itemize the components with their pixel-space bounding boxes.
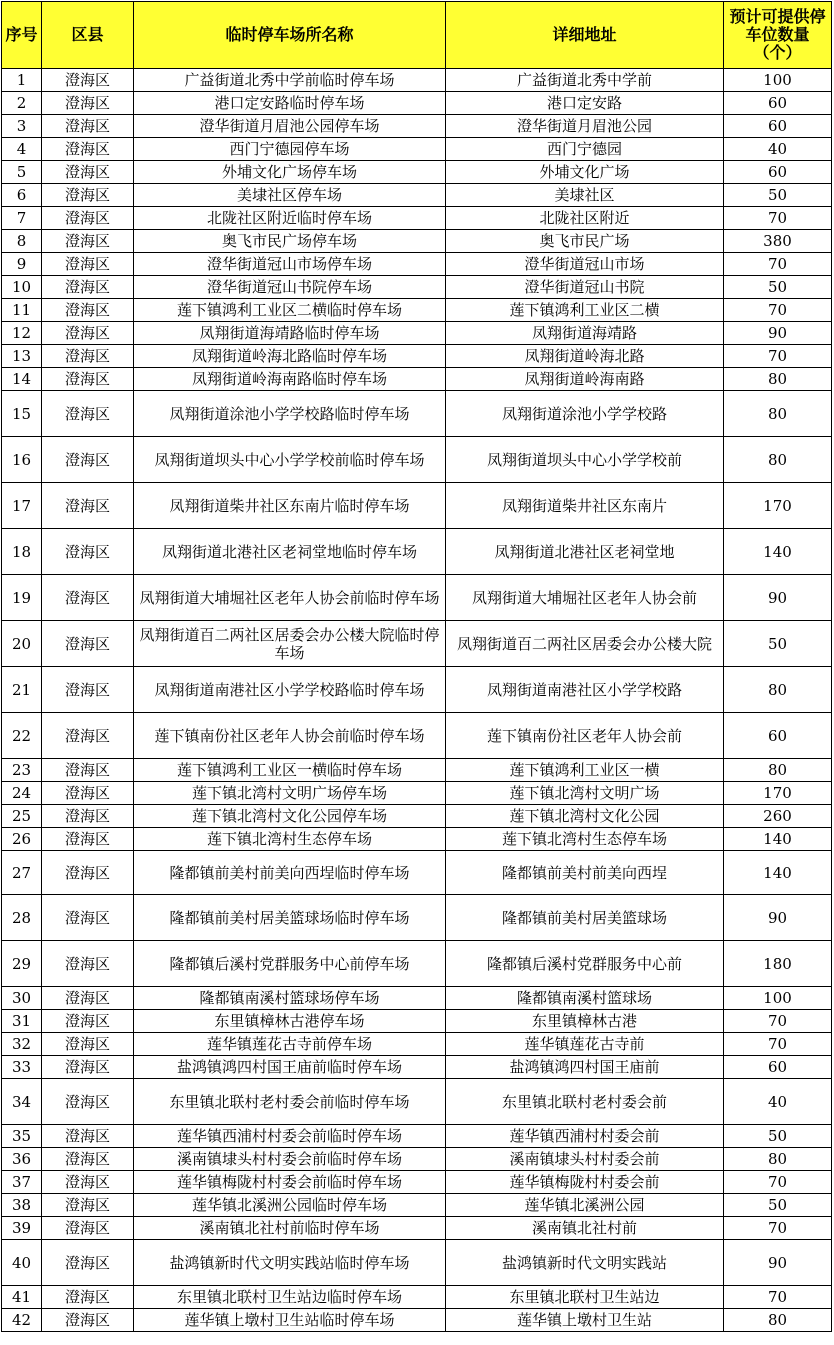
cell-capacity: 90 xyxy=(724,895,832,941)
cell-district: 澄海区 xyxy=(42,345,134,368)
cell-address: 北陇社区附近 xyxy=(446,207,724,230)
table-row xyxy=(2,941,832,987)
cell-name: 凤翔街道北港社区老祠堂地临时停车场 xyxy=(134,529,446,575)
cell-name: 澄华街道月眉池公园停车场 xyxy=(134,115,446,138)
cell-address: 东里镇北联村卫生站边 xyxy=(446,1286,724,1309)
parking-lot-table xyxy=(1,1,832,1332)
cell-capacity: 70 xyxy=(724,207,832,230)
cell-index: 10 xyxy=(2,276,42,299)
cell-district: 澄海区 xyxy=(42,69,134,92)
cell-capacity: 70 xyxy=(724,1010,832,1033)
cell-name: 东里镇樟林古港停车场 xyxy=(134,1010,446,1033)
cell-name: 凤翔街道岭海北路临时停车场 xyxy=(134,345,446,368)
cell-address: 莲下镇北湾村文明广场 xyxy=(446,782,724,805)
cell-index: 29 xyxy=(2,941,42,987)
cell-index: 35 xyxy=(2,1125,42,1148)
cell-capacity: 70 xyxy=(724,253,832,276)
cell-district: 澄海区 xyxy=(42,368,134,391)
cell-capacity: 60 xyxy=(724,92,832,115)
cell-name: 莲下镇南份社区老年人协会前临时停车场 xyxy=(134,713,446,759)
cell-district: 澄海区 xyxy=(42,529,134,575)
cell-index: 8 xyxy=(2,230,42,253)
table-row xyxy=(2,299,832,322)
table-row xyxy=(2,184,832,207)
cell-address: 盐鸿镇鸿四村国王庙前 xyxy=(446,1056,724,1079)
cell-district: 澄海区 xyxy=(42,230,134,253)
table-row xyxy=(2,253,832,276)
cell-index: 39 xyxy=(2,1217,42,1240)
cell-name: 北陇社区附近临时停车场 xyxy=(134,207,446,230)
cell-district: 澄海区 xyxy=(42,851,134,895)
cell-index: 14 xyxy=(2,368,42,391)
cell-index: 5 xyxy=(2,161,42,184)
cell-capacity: 80 xyxy=(724,1309,832,1332)
cell-index: 4 xyxy=(2,138,42,161)
cell-name: 凤翔街道柴井社区东南片临时停车场 xyxy=(134,483,446,529)
cell-name: 莲华镇莲花古寺前停车场 xyxy=(134,1033,446,1056)
cell-name: 溪南镇北社村前临时停车场 xyxy=(134,1217,446,1240)
table-row xyxy=(2,207,832,230)
cell-index: 30 xyxy=(2,987,42,1010)
cell-address: 凤翔街道岭海北路 xyxy=(446,345,724,368)
table-row xyxy=(2,1148,832,1171)
table-row xyxy=(2,1240,832,1286)
cell-address: 莲下镇鸿利工业区二横 xyxy=(446,299,724,322)
cell-district: 澄海区 xyxy=(42,253,134,276)
cell-district: 澄海区 xyxy=(42,1010,134,1033)
header-name: 临时停车场所名称 xyxy=(134,2,446,69)
table-row xyxy=(2,1217,832,1240)
table-row xyxy=(2,1079,832,1125)
table-row xyxy=(2,437,832,483)
table-row xyxy=(2,1125,832,1148)
cell-name: 凤翔街道南港社区小学学校路临时停车场 xyxy=(134,667,446,713)
cell-district: 澄海区 xyxy=(42,1217,134,1240)
table-row xyxy=(2,667,832,713)
table-row xyxy=(2,1194,832,1217)
table-row xyxy=(2,851,832,895)
cell-address: 莲华镇北溪洲公园 xyxy=(446,1194,724,1217)
cell-capacity: 70 xyxy=(724,1286,832,1309)
cell-name: 莲下镇北湾村文化公园停车场 xyxy=(134,805,446,828)
cell-name: 东里镇北联村老村委会前临时停车场 xyxy=(134,1079,446,1125)
cell-district: 澄海区 xyxy=(42,782,134,805)
table-row xyxy=(2,138,832,161)
cell-index: 32 xyxy=(2,1033,42,1056)
table-row xyxy=(2,713,832,759)
cell-index: 34 xyxy=(2,1079,42,1125)
cell-index: 16 xyxy=(2,437,42,483)
table-row xyxy=(2,230,832,253)
cell-name: 莲华镇梅陇村村委会前临时停车场 xyxy=(134,1171,446,1194)
cell-name: 隆都镇前美村居美篮球场临时停车场 xyxy=(134,895,446,941)
cell-capacity: 80 xyxy=(724,391,832,437)
cell-name: 凤翔街道涂池小学学校路临时停车场 xyxy=(134,391,446,437)
cell-name: 西门宁德园停车场 xyxy=(134,138,446,161)
table-row xyxy=(2,391,832,437)
cell-index: 38 xyxy=(2,1194,42,1217)
cell-capacity: 90 xyxy=(724,1240,832,1286)
cell-district: 澄海区 xyxy=(42,1125,134,1148)
table-row xyxy=(2,1309,832,1332)
cell-address: 莲华镇西浦村村委会前 xyxy=(446,1125,724,1148)
cell-address: 澄华街道冠山市场 xyxy=(446,253,724,276)
cell-district: 澄海区 xyxy=(42,1148,134,1171)
table-row xyxy=(2,1033,832,1056)
header-district: 区县 xyxy=(42,2,134,69)
cell-index: 11 xyxy=(2,299,42,322)
cell-capacity: 50 xyxy=(724,276,832,299)
table-row xyxy=(2,1286,832,1309)
cell-district: 澄海区 xyxy=(42,1171,134,1194)
cell-address: 澄华街道月眉池公园 xyxy=(446,115,724,138)
cell-capacity: 140 xyxy=(724,851,832,895)
cell-district: 澄海区 xyxy=(42,1079,134,1125)
cell-index: 41 xyxy=(2,1286,42,1309)
cell-name: 莲华镇上墩村卫生站临时停车场 xyxy=(134,1309,446,1332)
cell-name: 隆都镇后溪村党群服务中心前停车场 xyxy=(134,941,446,987)
cell-index: 28 xyxy=(2,895,42,941)
cell-name: 盐鸿镇新时代文明实践站临时停车场 xyxy=(134,1240,446,1286)
cell-address: 隆都镇南溪村篮球场 xyxy=(446,987,724,1010)
cell-capacity: 80 xyxy=(724,667,832,713)
cell-index: 3 xyxy=(2,115,42,138)
cell-address: 凤翔街道柴井社区东南片 xyxy=(446,483,724,529)
cell-district: 澄海区 xyxy=(42,941,134,987)
table-row xyxy=(2,69,832,92)
cell-address: 莲华镇梅陇村村委会前 xyxy=(446,1171,724,1194)
table-row xyxy=(2,895,832,941)
cell-capacity: 170 xyxy=(724,483,832,529)
table-body xyxy=(2,69,832,1332)
cell-address: 外埔文化广场 xyxy=(446,161,724,184)
cell-capacity: 40 xyxy=(724,138,832,161)
cell-index: 20 xyxy=(2,621,42,667)
table-row xyxy=(2,92,832,115)
cell-district: 澄海区 xyxy=(42,207,134,230)
cell-capacity: 90 xyxy=(724,322,832,345)
cell-district: 澄海区 xyxy=(42,322,134,345)
cell-capacity: 40 xyxy=(724,1079,832,1125)
cell-address: 广益街道北秀中学前 xyxy=(446,69,724,92)
table-row xyxy=(2,1171,832,1194)
cell-index: 17 xyxy=(2,483,42,529)
cell-index: 6 xyxy=(2,184,42,207)
cell-address: 莲下镇南份社区老年人协会前 xyxy=(446,713,724,759)
cell-address: 隆都镇前美村前美向西埕 xyxy=(446,851,724,895)
cell-district: 澄海区 xyxy=(42,759,134,782)
cell-district: 澄海区 xyxy=(42,1056,134,1079)
cell-index: 42 xyxy=(2,1309,42,1332)
header-capacity: 预计可提供停车位数量（个） xyxy=(724,2,832,69)
cell-capacity: 60 xyxy=(724,115,832,138)
cell-index: 33 xyxy=(2,1056,42,1079)
cell-index: 9 xyxy=(2,253,42,276)
cell-index: 40 xyxy=(2,1240,42,1286)
cell-address: 奥飞市民广场 xyxy=(446,230,724,253)
cell-address: 隆都镇后溪村党群服务中心前 xyxy=(446,941,724,987)
table-row xyxy=(2,115,832,138)
cell-district: 澄海区 xyxy=(42,828,134,851)
table-row xyxy=(2,161,832,184)
cell-address: 凤翔街道坝头中心小学学校前 xyxy=(446,437,724,483)
cell-index: 12 xyxy=(2,322,42,345)
cell-index: 31 xyxy=(2,1010,42,1033)
cell-district: 澄海区 xyxy=(42,299,134,322)
cell-name: 港口定安路临时停车场 xyxy=(134,92,446,115)
table-row xyxy=(2,368,832,391)
cell-name: 美埭社区停车场 xyxy=(134,184,446,207)
cell-name: 莲华镇北溪洲公园临时停车场 xyxy=(134,1194,446,1217)
cell-district: 澄海区 xyxy=(42,1240,134,1286)
cell-index: 37 xyxy=(2,1171,42,1194)
cell-district: 澄海区 xyxy=(42,391,134,437)
cell-capacity: 70 xyxy=(724,1171,832,1194)
cell-capacity: 50 xyxy=(724,1125,832,1148)
cell-address: 盐鸿镇新时代文明实践站 xyxy=(446,1240,724,1286)
cell-district: 澄海区 xyxy=(42,115,134,138)
cell-name: 凤翔街道百二两社区居委会办公楼大院临时停车场 xyxy=(134,621,446,667)
cell-capacity: 100 xyxy=(724,987,832,1010)
cell-index: 21 xyxy=(2,667,42,713)
cell-district: 澄海区 xyxy=(42,575,134,621)
cell-capacity: 260 xyxy=(724,805,832,828)
cell-district: 澄海区 xyxy=(42,1194,134,1217)
cell-name: 澄华街道冠山书院停车场 xyxy=(134,276,446,299)
table-row xyxy=(2,1010,832,1033)
cell-index: 23 xyxy=(2,759,42,782)
cell-district: 澄海区 xyxy=(42,184,134,207)
cell-capacity: 50 xyxy=(724,621,832,667)
cell-address: 澄华街道冠山书院 xyxy=(446,276,724,299)
cell-index: 19 xyxy=(2,575,42,621)
cell-district: 澄海区 xyxy=(42,276,134,299)
cell-district: 澄海区 xyxy=(42,483,134,529)
table-row xyxy=(2,345,832,368)
cell-index: 2 xyxy=(2,92,42,115)
cell-district: 澄海区 xyxy=(42,1286,134,1309)
cell-capacity: 80 xyxy=(724,759,832,782)
cell-index: 7 xyxy=(2,207,42,230)
cell-capacity: 80 xyxy=(724,368,832,391)
cell-name: 盐鸿镇鸿四村国王庙前临时停车场 xyxy=(134,1056,446,1079)
cell-name: 广益街道北秀中学前临时停车场 xyxy=(134,69,446,92)
cell-index: 27 xyxy=(2,851,42,895)
cell-name: 凤翔街道大埔堀社区老年人协会前临时停车场 xyxy=(134,575,446,621)
table-row xyxy=(2,621,832,667)
cell-district: 澄海区 xyxy=(42,895,134,941)
cell-address: 隆都镇前美村居美篮球场 xyxy=(446,895,724,941)
table-row xyxy=(2,575,832,621)
cell-index: 25 xyxy=(2,805,42,828)
cell-capacity: 140 xyxy=(724,828,832,851)
cell-district: 澄海区 xyxy=(42,1033,134,1056)
header-row xyxy=(2,2,832,69)
cell-name: 凤翔街道岭海南路临时停车场 xyxy=(134,368,446,391)
cell-name: 澄华街道冠山市场停车场 xyxy=(134,253,446,276)
cell-name: 莲下镇北湾村文明广场停车场 xyxy=(134,782,446,805)
cell-address: 凤翔街道岭海南路 xyxy=(446,368,724,391)
cell-capacity: 80 xyxy=(724,1148,832,1171)
cell-name: 莲下镇北湾村生态停车场 xyxy=(134,828,446,851)
cell-capacity: 70 xyxy=(724,1033,832,1056)
cell-capacity: 50 xyxy=(724,184,832,207)
table-row xyxy=(2,529,832,575)
table-row xyxy=(2,828,832,851)
cell-capacity: 140 xyxy=(724,529,832,575)
cell-district: 澄海区 xyxy=(42,92,134,115)
cell-address: 美埭社区 xyxy=(446,184,724,207)
cell-capacity: 170 xyxy=(724,782,832,805)
table-row xyxy=(2,805,832,828)
cell-district: 澄海区 xyxy=(42,667,134,713)
table-row xyxy=(2,782,832,805)
cell-address: 凤翔街道涂池小学学校路 xyxy=(446,391,724,437)
cell-address: 莲华镇莲花古寺前 xyxy=(446,1033,724,1056)
cell-district: 澄海区 xyxy=(42,138,134,161)
cell-name: 莲下镇鸿利工业区二横临时停车场 xyxy=(134,299,446,322)
cell-district: 澄海区 xyxy=(42,161,134,184)
cell-district: 澄海区 xyxy=(42,805,134,828)
cell-index: 13 xyxy=(2,345,42,368)
cell-capacity: 90 xyxy=(724,575,832,621)
cell-capacity: 50 xyxy=(724,1194,832,1217)
cell-address: 凤翔街道百二两社区居委会办公楼大院 xyxy=(446,621,724,667)
cell-address: 东里镇北联村老村委会前 xyxy=(446,1079,724,1125)
table-row xyxy=(2,987,832,1010)
cell-address: 莲下镇鸿利工业区一横 xyxy=(446,759,724,782)
cell-address: 凤翔街道北港社区老祠堂地 xyxy=(446,529,724,575)
cell-capacity: 70 xyxy=(724,1217,832,1240)
cell-district: 澄海区 xyxy=(42,1309,134,1332)
cell-capacity: 380 xyxy=(724,230,832,253)
cell-name: 隆都镇南溪村篮球场停车场 xyxy=(134,987,446,1010)
cell-address: 溪南镇北社村前 xyxy=(446,1217,724,1240)
table-row xyxy=(2,322,832,345)
table-row xyxy=(2,276,832,299)
cell-address: 溪南镇埭头村村委会前 xyxy=(446,1148,724,1171)
cell-index: 15 xyxy=(2,391,42,437)
cell-capacity: 80 xyxy=(724,437,832,483)
cell-address: 西门宁德园 xyxy=(446,138,724,161)
cell-capacity: 70 xyxy=(724,299,832,322)
cell-capacity: 70 xyxy=(724,345,832,368)
cell-name: 外埔文化广场停车场 xyxy=(134,161,446,184)
cell-address: 东里镇樟林古港 xyxy=(446,1010,724,1033)
cell-address: 莲下镇北湾村生态停车场 xyxy=(446,828,724,851)
cell-district: 澄海区 xyxy=(42,987,134,1010)
table-row xyxy=(2,759,832,782)
header-address: 详细地址 xyxy=(446,2,724,69)
cell-capacity: 60 xyxy=(724,713,832,759)
cell-name: 隆都镇前美村前美向西埕临时停车场 xyxy=(134,851,446,895)
cell-district: 澄海区 xyxy=(42,713,134,759)
header-index: 序号 xyxy=(2,2,42,69)
cell-address: 凤翔街道南港社区小学学校路 xyxy=(446,667,724,713)
cell-index: 22 xyxy=(2,713,42,759)
cell-index: 24 xyxy=(2,782,42,805)
cell-name: 溪南镇埭头村村委会前临时停车场 xyxy=(134,1148,446,1171)
cell-capacity: 100 xyxy=(724,69,832,92)
table-row xyxy=(2,1056,832,1079)
cell-name: 东里镇北联村卫生站边临时停车场 xyxy=(134,1286,446,1309)
cell-district: 澄海区 xyxy=(42,437,134,483)
cell-name: 凤翔街道坝头中心小学学校前临时停车场 xyxy=(134,437,446,483)
cell-address: 莲下镇北湾村文化公园 xyxy=(446,805,724,828)
cell-name: 莲下镇鸿利工业区一横临时停车场 xyxy=(134,759,446,782)
cell-address: 莲华镇上墩村卫生站 xyxy=(446,1309,724,1332)
cell-capacity: 60 xyxy=(724,161,832,184)
cell-name: 莲华镇西浦村村委会前临时停车场 xyxy=(134,1125,446,1148)
cell-index: 36 xyxy=(2,1148,42,1171)
cell-address: 凤翔街道海靖路 xyxy=(446,322,724,345)
cell-capacity: 60 xyxy=(724,1056,832,1079)
cell-index: 1 xyxy=(2,69,42,92)
cell-name: 奥飞市民广场停车场 xyxy=(134,230,446,253)
cell-name: 凤翔街道海靖路临时停车场 xyxy=(134,322,446,345)
cell-capacity: 180 xyxy=(724,941,832,987)
cell-district: 澄海区 xyxy=(42,621,134,667)
cell-address: 凤翔街道大埔堀社区老年人协会前 xyxy=(446,575,724,621)
cell-index: 26 xyxy=(2,828,42,851)
cell-index: 18 xyxy=(2,529,42,575)
table-row xyxy=(2,483,832,529)
cell-address: 港口定安路 xyxy=(446,92,724,115)
